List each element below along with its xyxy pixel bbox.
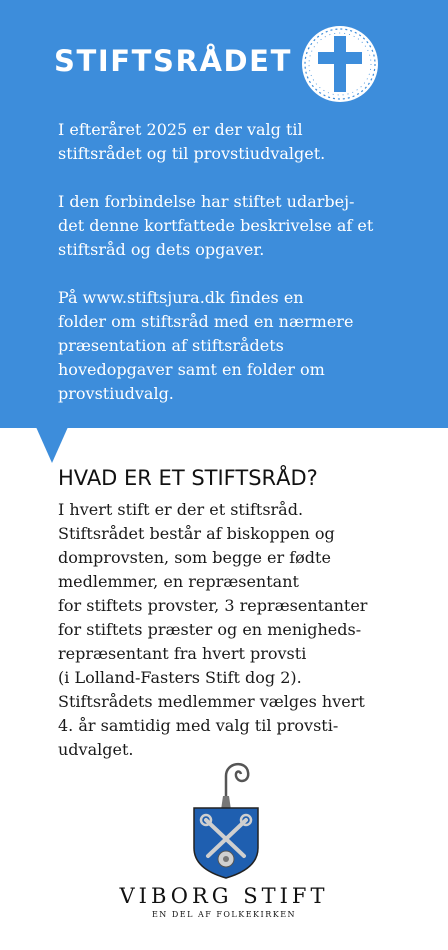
cross-circle-icon: [300, 24, 380, 104]
intro-text: [58, 118, 398, 430]
brand-tagline: EN DEL AF FOLKEKIRKEN: [151, 910, 297, 919]
section-body: I hvert stift er der et stiftsråd. Stiftsrådet består af biskoppen og domprovsten, som begge er fødte medlemmer, en repræsentant for stiftets provster, 3 repræsentanter for stiftets præster og en menigheds- repræsentant fra hvert provsti (i Lolland-Fasters Stift dog 2). Stiftsrådets medlemmer vælges hvert 4. år samtidig med valg til provsti- udvalget.: [58, 500, 368, 759]
section-heading: HVAD ER ET STIFTSRÅD?: [58, 466, 318, 490]
intro-paragraph: I den forbindelse har stiftet udarbej- det denne kortfattede beskrivelse af et stiftsråd og dets opgaver.: [58, 192, 374, 259]
speech-pointer: [36, 427, 68, 463]
intro-paragraph: I efteråret 2025 er der valg til stiftsrådet og til provstiudvalget.: [58, 120, 326, 163]
brand-name: VIBORG STIFT: [119, 884, 329, 908]
page-title: STIFTSRÅDET: [54, 44, 292, 78]
intro-paragraph: På www.stiftsjura.dk findes en folder om stiftsråd med en nærmere præsentation af stiftsrådets hovedopgaver samt en folder om provstiudvalg.: [58, 288, 354, 403]
crozier-crest-icon: [186, 756, 266, 880]
